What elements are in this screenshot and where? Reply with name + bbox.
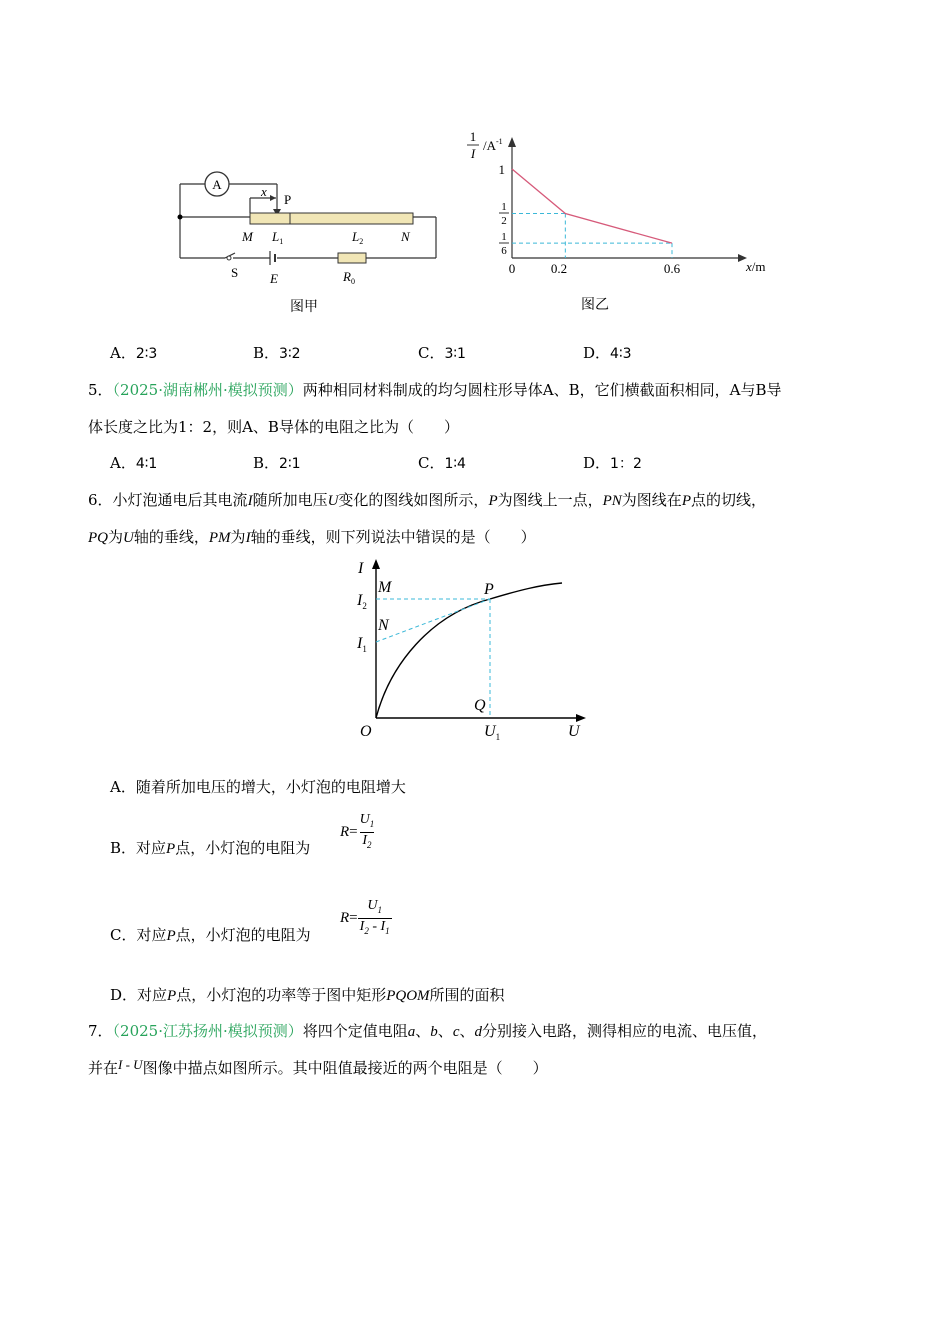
p-label: P xyxy=(284,192,292,207)
y-axis-unit: $/A^{-1}$ xyxy=(483,137,503,153)
s-label: S xyxy=(231,265,239,280)
y-tick-half-den: 2 xyxy=(501,215,507,227)
q5-option-c[interactable]: C．1∶4 xyxy=(418,454,466,472)
q5-line-2: 体长度之比为1：2，则A、B导体的电阻之比为（ ） xyxy=(88,418,459,436)
m-point-label: M xyxy=(378,579,392,596)
q4-option-c[interactable]: C．3∶1 xyxy=(418,344,466,362)
circuit-diagram xyxy=(170,160,450,295)
ammeter-label: A xyxy=(212,177,222,192)
l1-label: $L_1$ xyxy=(272,229,284,246)
q5-source: （2025·湖南郴州·模拟预测） xyxy=(112,381,303,399)
x-label: x xyxy=(261,184,267,199)
y-axis-frac-den: I xyxy=(470,146,476,161)
figure-caption-jia: 图甲 xyxy=(290,299,318,315)
q6-option-b[interactable]: B．对应P点，小灯泡的电阻为 xyxy=(110,839,311,857)
m-label: M xyxy=(242,229,253,244)
y-tick-half-num: 1 xyxy=(501,201,507,213)
n-point-label: N xyxy=(378,617,389,634)
series-line xyxy=(512,169,672,243)
q4-option-d[interactable]: D．4∶3 xyxy=(583,344,632,362)
i-axis-label: I xyxy=(358,560,364,577)
y-tick-sixth-num: 1 xyxy=(501,231,507,243)
q4-option-b[interactable]: B．3∶2 xyxy=(253,344,301,362)
y-axis-frac-num: 1 xyxy=(469,129,477,144)
y-tick-sixth-den: 6 xyxy=(501,245,507,257)
q5-line-1 xyxy=(88,380,781,400)
y-tick-1: 1 xyxy=(498,162,505,177)
q5-option-a[interactable]: A．4∶1 xyxy=(110,454,158,472)
q5-option-b[interactable]: B．2∶1 xyxy=(253,454,301,472)
x-tick-0: 0 xyxy=(508,261,516,276)
chart-yi xyxy=(455,125,790,285)
resistor-r0 xyxy=(338,253,366,263)
n-label: N xyxy=(401,229,410,244)
q6-option-c-formula: R = $\frac{U_1}{I_2 - I_1}$ xyxy=(340,898,392,939)
o-origin-label: O xyxy=(360,723,372,740)
x-tick-06: 0.6 xyxy=(663,261,681,276)
q5-text-1: 两种相同材料制成的均匀圆柱形导体A、B，它们横截面积相同，A与B导 xyxy=(302,381,782,399)
e-label: E xyxy=(270,271,278,286)
q7-line-1: 7．（2025·江苏扬州·模拟预测）将四个定值电阻a、b、c、d分别接入电路，测得相应的电流、电压值， xyxy=(88,1022,768,1040)
u-axis-label: U xyxy=(568,723,580,740)
q6-line-1: 6．小灯泡通电后其电流I随所加电压U变化的图线如图所示，P为图线上一点，PN为图线在P点的切线， xyxy=(88,491,766,509)
i2-label: $I_2$ xyxy=(357,592,367,611)
q6-option-c[interactable]: C．对应P点，小灯泡的电阻为 xyxy=(110,926,311,944)
l2-label: $L_2$ xyxy=(352,229,364,246)
p-point-label: P xyxy=(484,581,494,598)
u1-label: $U_1$ xyxy=(484,723,501,742)
q6-option-d[interactable]: D．对应P点，小灯泡的功率等于图中矩形PQOM所围的面积 xyxy=(110,986,505,1004)
q5-number: 5． xyxy=(88,381,113,399)
q7-line-2: 并在I - U图像中描点如图所示。其中阻值最接近的两个电阻是（ ） xyxy=(88,1057,548,1077)
iu-curve-graph xyxy=(350,555,595,750)
q5-option-d[interactable]: D．1：2 xyxy=(583,454,642,472)
q6-line-2: PQ为U轴的垂线，PM为I轴的垂线，则下列说法中错误的是（ ） xyxy=(88,528,536,546)
x-tick-02: 0.2 xyxy=(550,261,568,276)
r0-label: $R_0$ xyxy=(343,269,355,286)
iu-curve xyxy=(376,583,562,718)
q6-option-b-formula: R = $\frac{U_1}{I_2}$ xyxy=(340,812,376,853)
conductor-rod-l2 xyxy=(290,213,413,224)
q-point-label: Q xyxy=(474,697,486,714)
figure-caption-yi: 图乙 xyxy=(581,297,609,313)
q7-source: （2025·江苏扬州·模拟预测） xyxy=(112,1022,303,1040)
x-axis-label: x/m xyxy=(746,259,766,274)
conductor-rod-l1 xyxy=(250,213,290,224)
q4-option-a[interactable]: A．2∶3 xyxy=(110,344,158,362)
i1-label: $I_1$ xyxy=(357,635,367,654)
q6-option-a[interactable]: A．随着所加电压的增大，小灯泡的电阻增大 xyxy=(110,778,406,796)
